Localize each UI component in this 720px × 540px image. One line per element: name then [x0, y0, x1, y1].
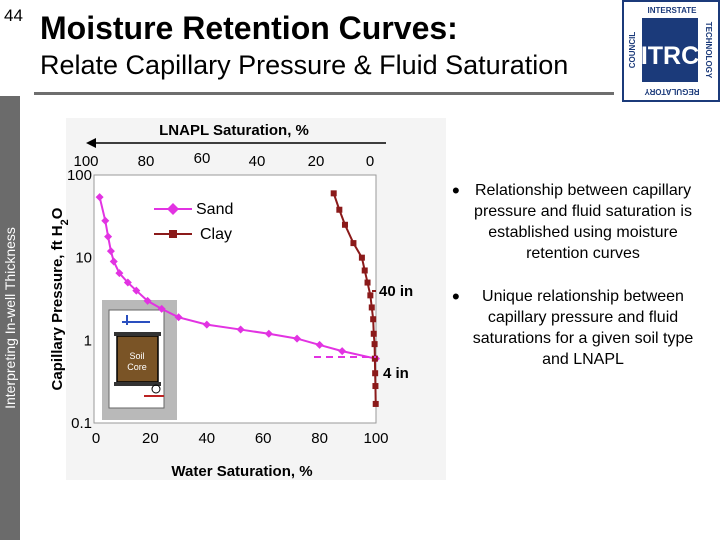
x2-tick-label: 60: [193, 150, 211, 167]
data-point-clay: [372, 383, 378, 389]
sidebar-label: Interpreting In-well Thickness: [2, 227, 18, 409]
y-tick-label: 100: [66, 167, 92, 184]
x2-tick-label: 0: [365, 153, 375, 170]
slide-number: 44: [4, 6, 23, 25]
bullet-list: [452, 180, 700, 392]
bullet-dot: •: [452, 178, 460, 203]
y-tick-label: 0.1: [71, 415, 92, 432]
annotation-40in: 40 in: [379, 283, 414, 300]
bullet-text: Unique relationship between capillary pressure and fluid saturations for a given soil type and LNAPL: [472, 288, 694, 368]
bullet-dot: •: [452, 284, 460, 309]
slide-subtitle: Relate Capillary Pressure & Fluid Saturation: [40, 50, 569, 80]
data-point-clay: [342, 222, 348, 228]
x-axis-title: Water Saturation, %: [171, 463, 313, 480]
slide-title: Moisture Retention Curves:: [40, 10, 458, 46]
data-point-clay: [369, 304, 375, 310]
x2-axis-title: LNAPL Saturation, %: [159, 122, 309, 139]
legend-marker-clay: [169, 230, 177, 238]
data-point-clay: [350, 240, 356, 246]
data-point-clay: [359, 255, 365, 261]
y-tick-label: 10: [75, 249, 92, 267]
soil-core-inset: [102, 300, 177, 420]
data-point-clay: [373, 401, 379, 407]
data-point-clay: [331, 190, 337, 196]
itrc-logo: [622, 0, 720, 102]
x-tick-label: 100: [363, 430, 389, 447]
x2-tick-label: 40: [248, 153, 266, 170]
x2-tick-label: 20: [307, 153, 325, 170]
legend-label-sand: Sand: [196, 201, 234, 218]
data-point-clay: [362, 267, 368, 273]
x2-tick-label: 80: [137, 153, 155, 170]
annotation-4in: 4 in: [383, 365, 409, 382]
data-point-clay: [372, 341, 378, 347]
moisture-retention-chart: [24, 110, 454, 490]
data-point-clay: [370, 316, 376, 322]
core-top-plate: [114, 332, 161, 336]
inset-label: Core: [127, 362, 147, 372]
x-tick-label: 0: [91, 430, 101, 447]
bullet-item: [452, 180, 700, 264]
x-tick-label: 40: [198, 430, 216, 447]
data-point-clay: [336, 207, 342, 213]
x-tick-label: 80: [311, 430, 328, 447]
logo-left-text: COUNCIL: [628, 31, 637, 69]
title-divider: [34, 92, 614, 95]
logo-center-text: ITRC: [640, 42, 700, 70]
x2-tick-label: 100: [73, 153, 99, 170]
x-tick-label: 20: [142, 430, 159, 447]
legend-label-clay: Clay: [200, 226, 233, 243]
logo-top-text: INTERSTATE: [647, 6, 697, 15]
bullet-text: Relationship between capillary pressure and fluid saturation is established using moisture retention curves: [474, 182, 692, 262]
bullet-item: [452, 286, 700, 370]
x-tick-label: 60: [254, 430, 272, 447]
inset-label: Soil: [129, 351, 145, 361]
data-point-clay: [372, 370, 378, 376]
y-axis-title: Capillary Pressure, ft $H_2O$: [49, 207, 71, 391]
y-tick-label: 1: [83, 332, 92, 350]
logo-bottom-text: REGULATORY: [644, 87, 700, 96]
data-point-clay: [365, 280, 371, 286]
data-point-clay: [371, 331, 377, 337]
logo-right-text: TECHNOLOGY: [704, 21, 713, 79]
data-point-clay: [367, 292, 373, 298]
